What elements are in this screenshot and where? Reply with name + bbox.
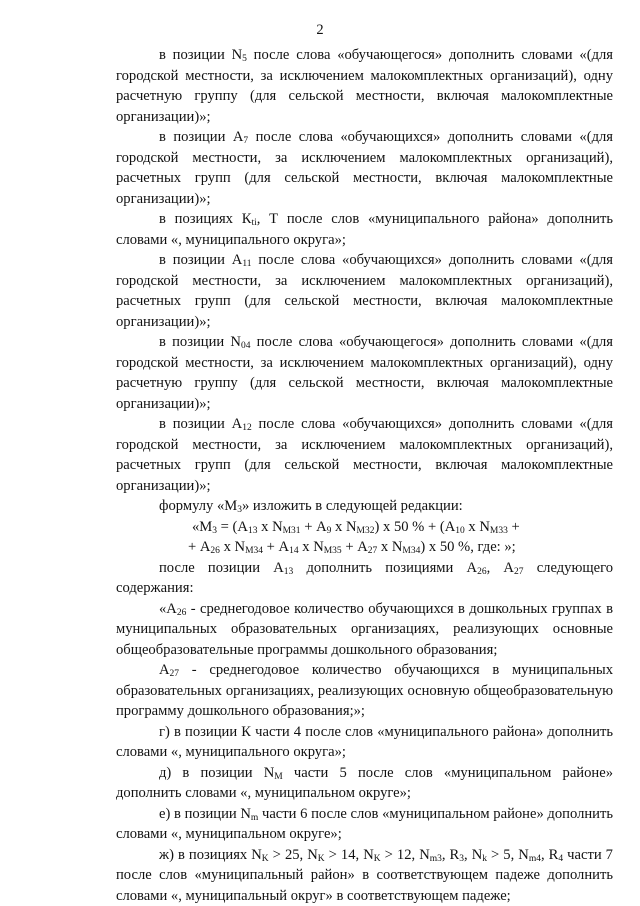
amendment-paragraph-a12: в позиции $А_{12}$ после слова «обучающихся» дополнить словами «(для городской местности, за исключением малокомплектных организаций), расчетных групп (для сельской местности, включая малокомплектные организации)»; <box>116 414 613 496</box>
item-zh-paragraph: ж) в позициях $N_K > 25$, $N_K > 14$, $N_K > 12$, $N_{m3}$, $R_3$, $N_k > 5$, $N_{m4}$, $R_4$ части 7 после слов «муниципальный район» в соответствующем падеже дополнить словами «, муниципальный округ» в соответствующем падеже; <box>116 845 613 906</box>
amendment-paragraph-a7: в позиции $А_7$ после слова «обучающихся» дополнить словами «(для городской местности, за исключением малокомплектных организаций), расчетных групп (для сельской местности, включая малокомплектные организации)»; <box>116 127 613 209</box>
formula-intro-paragraph: формулу «$М_3$» изложить в следующей редакции: <box>116 496 613 517</box>
formula-line-1: «$М_3 = (А_{13}$ х $N_{М31} + А_9$ х $N_{М32}$) х 50 % + ($А_{10}$ х $N_{М33}$ + <box>116 517 613 538</box>
amendment-paragraph-a11: в позиции $А_{11}$ после слова «обучающихся» дополнить словами «(для городской местности, за исключением малокомплектных организаций), расчетных групп (для сельской местности, включая малокомплектные организации)»; <box>116 250 613 332</box>
amendment-paragraph-kti-t: в позициях $К_{ti}$, Т после слов «муниципального района» дополнить словами «, муниципального округа»; <box>116 209 613 250</box>
new-positions-intro-paragraph: после позиции $А_{13}$ дополнить позициями $А_{26}$, $А_{27}$ следующего содержания: <box>116 558 613 599</box>
formula-line-2: + $А_{26}$ х $N_{М34} + А_{14}$ х $N_{М35} + А_{27}$ х $N_{М34}$) х 50 %, где: »; <box>116 537 613 558</box>
item-d-paragraph: д) в позиции $N_М$ части 5 после слов «муниципальном районе» дополнить словами «, муниципальном округе»; <box>116 763 613 804</box>
amendment-paragraph-n04: в позиции $N_{04}$ после слова «обучающегося» дополнить словами «(для городской местности, за исключением малокомплектных организаций), одну расчетную группу (для сельской местности, включая малокомплектные организации)»; <box>116 332 613 414</box>
item-g-paragraph: г) в позиции К части 4 после слов «муниципального района» дополнить словами «, муниципального округа»; <box>116 722 613 763</box>
document-body <box>116 45 613 906</box>
definition-a26-paragraph: «$А_{26}$ - среднегодовое количество обучающихся в дошкольных группах в муниципальных образовательных организациях, реализующих основные общеобразовательные программы дошкольного образования; <box>116 599 613 661</box>
amendment-paragraph-n5: в позиции $N_5$ после слова «обучающегося» дополнить словами «(для городской местности, за исключением малокомплектных организаций), одну расчетную группу (для сельской местности, включая малокомплектные организации)»; <box>116 45 613 127</box>
definition-a27-paragraph: $А_{27}$ - среднегодовое количество обучающихся в муниципальных образовательных организациях, реализующих основную общеобразовательную программу дошкольного образования;»; <box>116 660 613 722</box>
item-e-paragraph: е) в позиции $N_m$ части 6 после слов «муниципальном районе» дополнить словами «, муниципальном округе»; <box>116 804 613 845</box>
page-number: 2 <box>0 22 640 39</box>
